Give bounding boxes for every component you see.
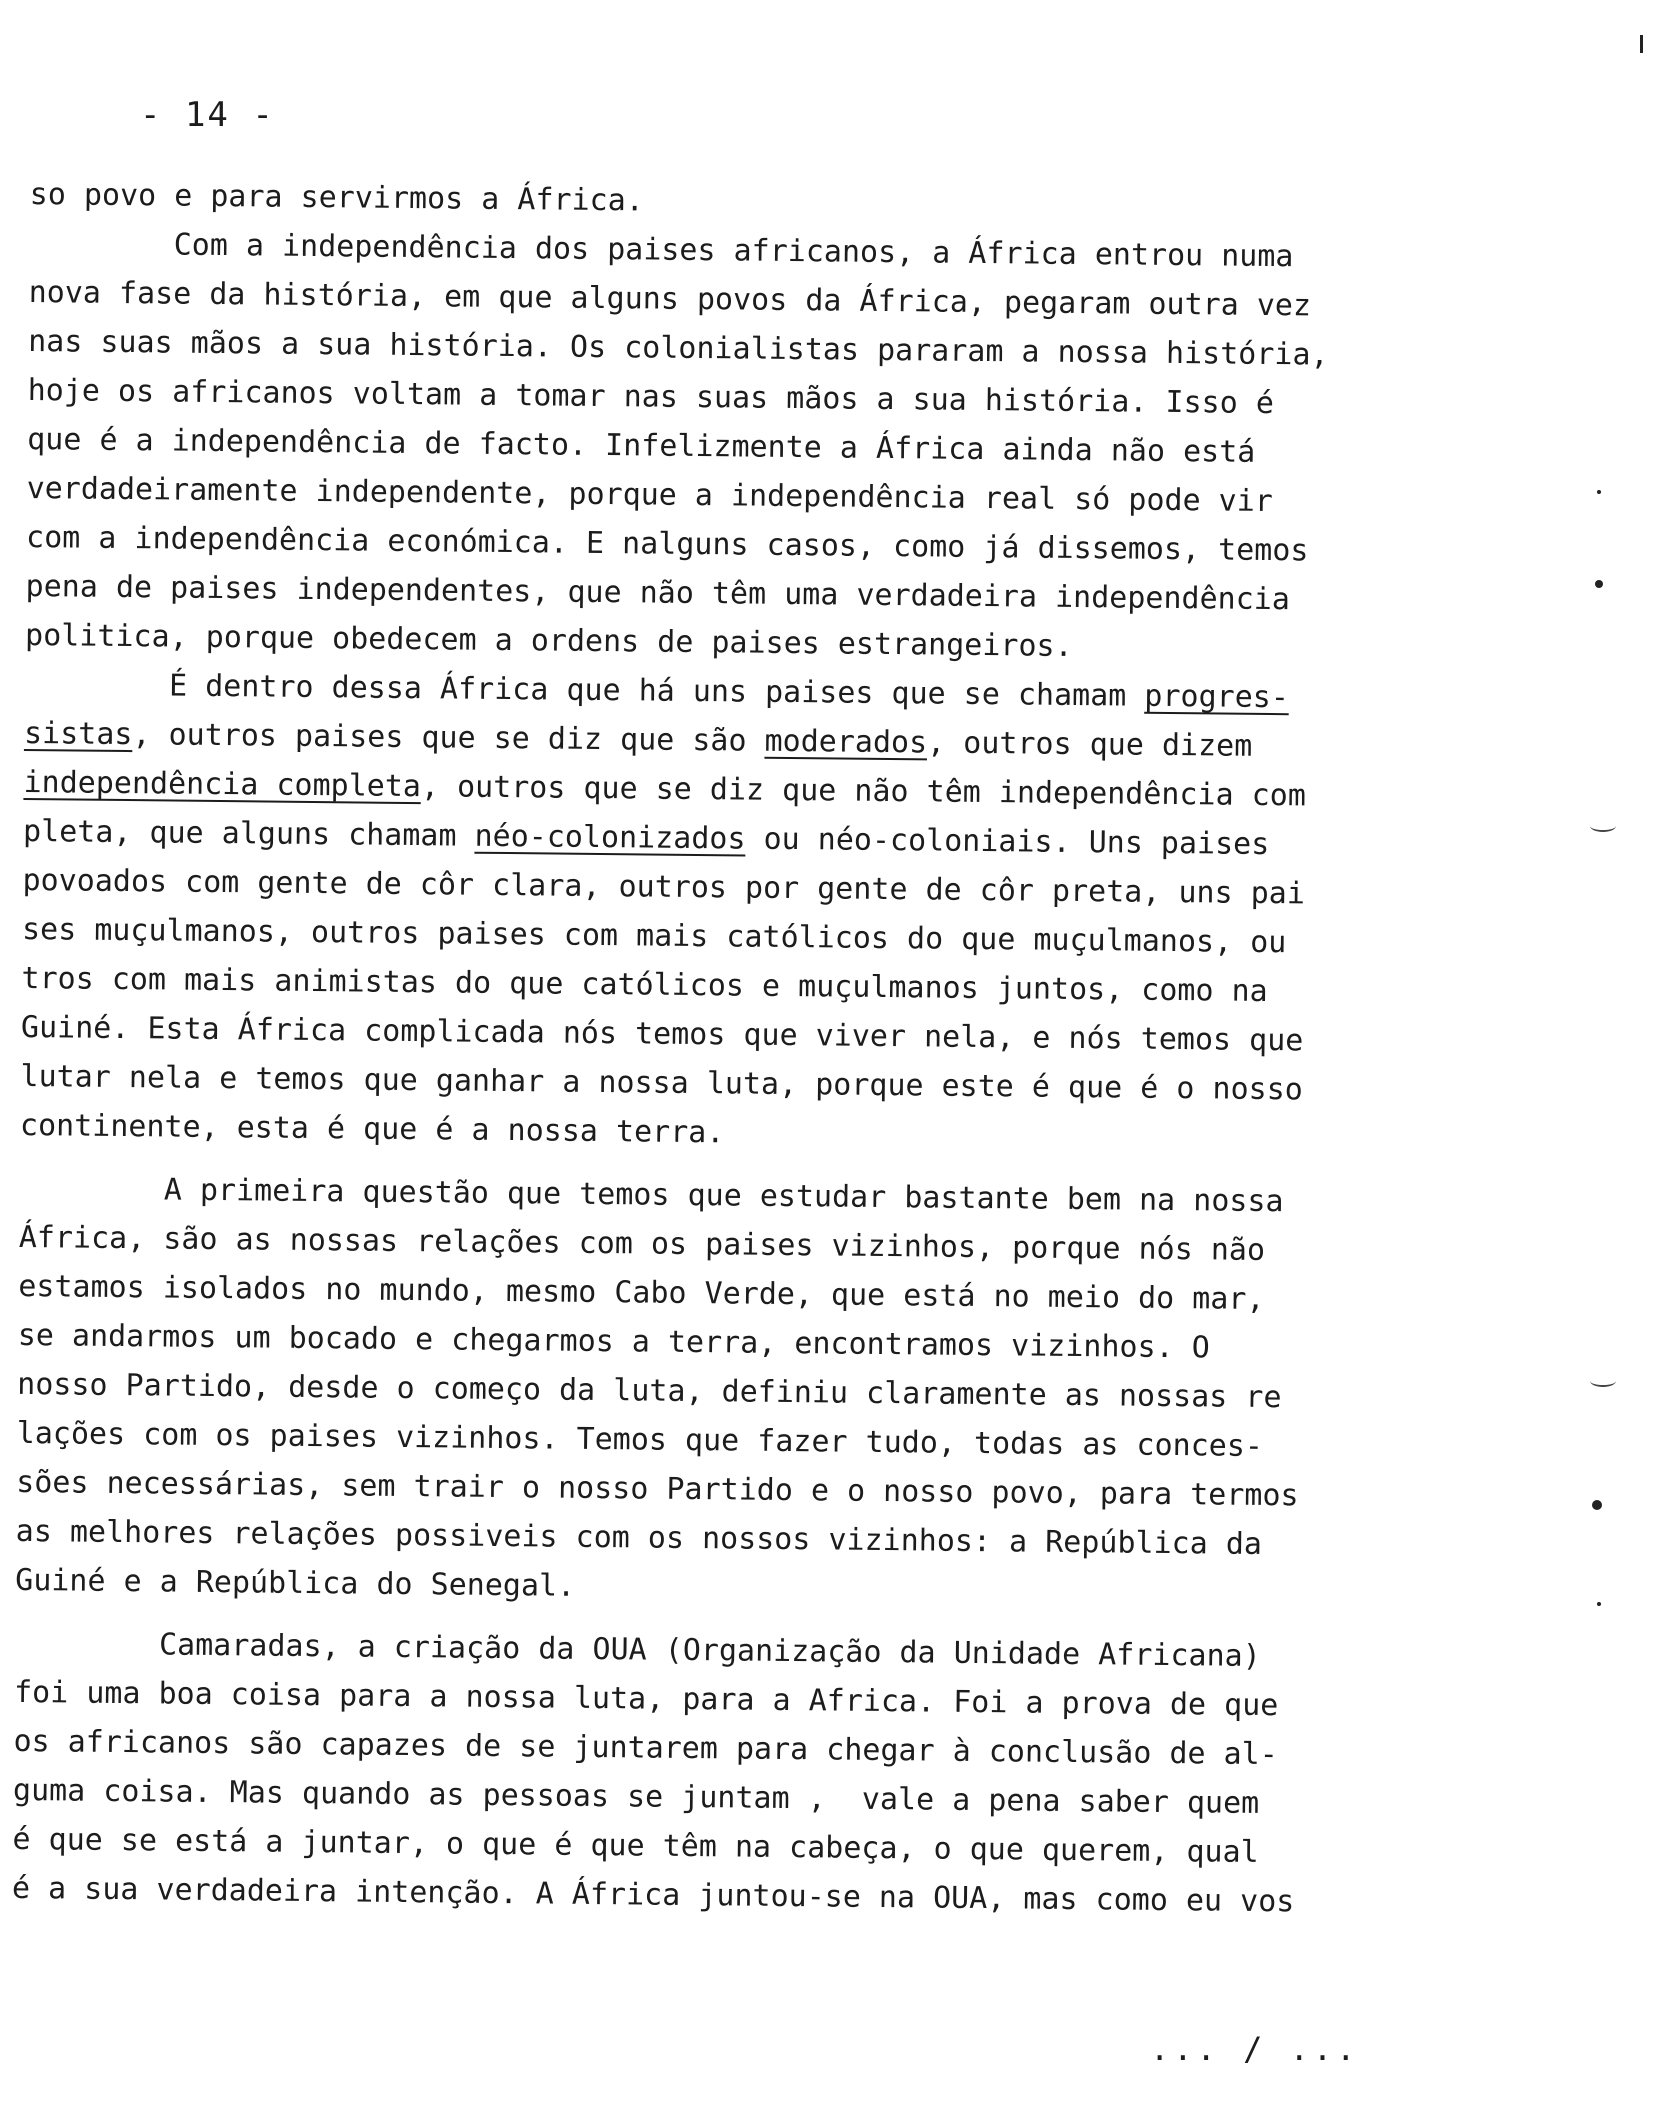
underlined-term: progres-	[1144, 678, 1290, 716]
text-run: nas suas mãos a sua história. Os colonialistas pararam a nossa história,	[28, 323, 1329, 373]
text-run: tros com mais animistas do que católicos e muçulmanos juntos, como na	[21, 960, 1268, 1010]
text-run: Guiné. Esta África complicada nós temos que viver nela, e nós temos que	[20, 1009, 1304, 1059]
text-run: com a independência económica. E nalguns casos, como já dissemos, temos	[25, 519, 1309, 569]
text-run: que é a independência de facto. Infelizmente a África ainda não está	[26, 421, 1256, 470]
page-number: - 14 -	[140, 95, 275, 135]
text-run: É dentro dessa África que há uns paises que se chamam	[24, 666, 1145, 714]
underlined-term: néo-colonizados	[474, 818, 746, 857]
text-run: os africanos são capazes de se juntarem para chegar à conclusão de al-	[13, 1723, 1278, 1773]
paragraph	[15, 1164, 1520, 1621]
text-run: pleta, que alguns chamam	[22, 813, 475, 854]
text-run: so povo e para servirmos a África.	[29, 176, 644, 219]
paragraph	[25, 219, 1530, 676]
text-run: ses muçulmanos, outros paises com mais católicos do que muçulmanos, ou	[21, 911, 1287, 961]
text-run: estamos isolados no mundo, mesmo Cabo Verde, que está no meio do mar,	[18, 1268, 1265, 1317]
underlined-term: independência completa	[23, 764, 422, 805]
text-run: é a sua verdadeira intenção. A África juntou-se na OUA, mas como eu vos	[11, 1870, 1295, 1920]
body-text	[12, 170, 1530, 1929]
text-run: sões necessárias, sem trair o nosso Partido e o nosso povo, para termos	[16, 1464, 1299, 1514]
text-run: lações com os paises vizinhos. Temos que fazer tudo, todas as conces-	[16, 1415, 1264, 1464]
scan-mark	[1640, 35, 1643, 53]
paragraph	[20, 660, 1525, 1166]
text-run: é que se está a juntar, o que é que têm na cabeça, o que querem, qual	[12, 1821, 1259, 1870]
text-run: as melhores relações possiveis com os nossos vizinhos: a República da	[15, 1513, 1263, 1562]
text-run: nosso Partido, desde o começo da luta, definiu claramente as nossas re	[17, 1366, 1282, 1416]
text-run: Com a independência dos paises africanos, a África entrou numa	[29, 225, 1294, 275]
text-run: se andarmos um bocado e chegarmos a terra, encontramos vizinhos. O	[17, 1317, 1210, 1366]
scan-mark	[1597, 1602, 1601, 1606]
scan-mark	[1592, 1500, 1602, 1510]
text-run: África, são as nossas relações com os paises vizinhos, porque nós não	[18, 1219, 1266, 1268]
underlined-term: sistas	[23, 715, 133, 753]
text-run: Guiné e a República do Senegal.	[15, 1562, 576, 1604]
text-run: nova fase da história, em que alguns povos da África, pegaram outra vez	[28, 274, 1312, 324]
scan-mark	[1590, 1375, 1616, 1387]
text-run: povoados com gente de côr clara, outros por gente de côr preta, uns pai	[22, 862, 1306, 912]
underlined-term: moderados	[764, 723, 928, 761]
text-run: , outros paises que se diz que são	[132, 717, 765, 759]
text-run: Camaradas, a criação da OUA (Organização da Unidade Africana)	[14, 1625, 1261, 1674]
text-run: verdadeiramente independente, porque a independência real só pode vir	[26, 470, 1274, 520]
scan-mark	[1597, 490, 1601, 494]
scan-mark	[1595, 580, 1603, 588]
text-run: lutar nela e temos que ganhar a nossa luta, porque este é que é o nosso	[20, 1058, 1303, 1108]
text-run: foi uma boa coisa para a nossa luta, para a Africa. Foi a prova de que	[13, 1674, 1279, 1724]
text-run: hoje os africanos voltam a tomar nas suas mãos a sua história. Isso é	[27, 372, 1275, 422]
text-run: ou néo-coloniais. Uns paises	[745, 821, 1270, 863]
scan-mark	[1590, 820, 1616, 832]
text-run: , outros que dizem	[926, 725, 1253, 764]
text-run: A primeira questão que temos que estudar bastante bem na nossa	[19, 1170, 1284, 1220]
text-run: guma coisa. Mas quando as pessoas se juntam , vale a pena saber quem	[12, 1772, 1260, 1821]
text-run: continente, esta é que é a nossa terra.	[19, 1107, 725, 1151]
paragraph	[12, 1619, 1515, 1929]
continuation-marker: ... / ...	[1150, 2030, 1360, 2068]
text-run: , outros que se diz que não têm independência com	[420, 769, 1307, 814]
text-run: politica, porque obedecem a ordens de paises estrangeiros.	[24, 617, 1073, 664]
text-run: pena de paises independentes, que não têm uma verdadeira independência	[25, 568, 1291, 618]
